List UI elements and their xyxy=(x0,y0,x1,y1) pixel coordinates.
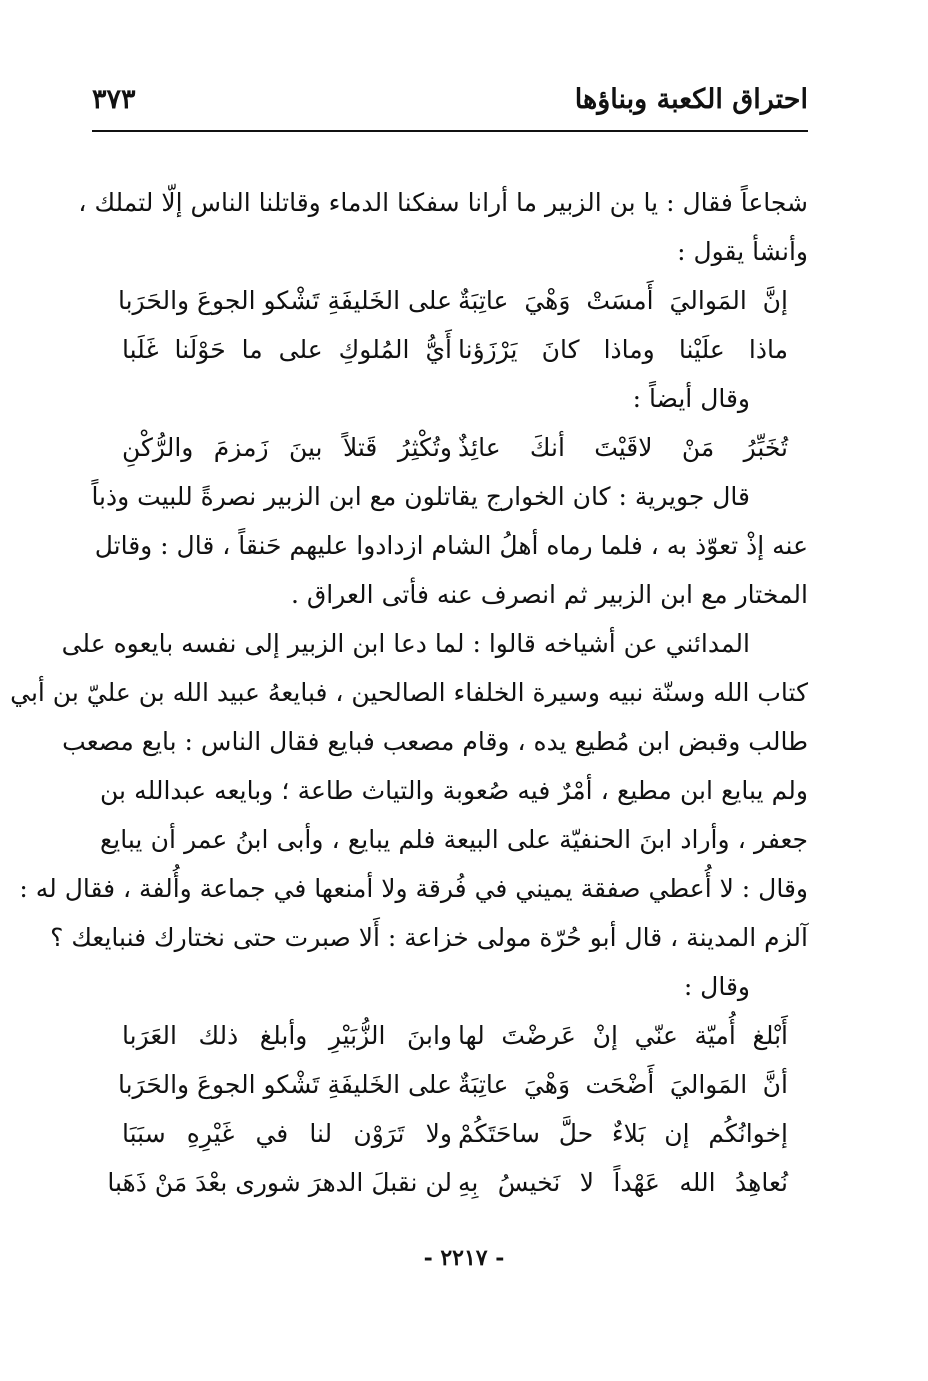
verse-second-hemistich: على الخَليفَةِ تَشْكو الجوعَ والحَرَبا xyxy=(117,286,452,315)
verse-line xyxy=(100,1109,808,1158)
verse-second-hemistich: على الخَليفَةِ تَشْكو الجوعَ والحَرَبا xyxy=(117,1070,452,1099)
verse-line xyxy=(100,276,808,325)
verse-line xyxy=(100,1158,808,1207)
text-line: وأنشأ يقول : xyxy=(677,237,808,266)
paragraph-line: طالب وقبض ابن مُطيع يده ، وقام مصعب فبايع فقال الناس : بايع مصعب xyxy=(62,727,808,756)
verse-line xyxy=(100,1060,808,1109)
running-title: احتراق الكعبة وبناؤها xyxy=(574,84,808,115)
verse-second-hemistich: وتُكْثِرُ قَتلاً بينَ زَمزمَ والرُّكْنِ xyxy=(122,433,452,462)
body-text xyxy=(10,178,808,1207)
verse-first-hemistich: تُخَبِّرُ مَنْ لاقَيْتَ أنكَ عائِذٌ xyxy=(458,433,788,462)
verse-first-hemistich: أنَّ المَواليَ أَضْحَت وَهْيَ عاتِبَةٌ xyxy=(458,1070,788,1099)
paragraph-line: المدائني عن أشياخه قالوا : لما دعا ابن الزبير إلى نفسه بايعوه على xyxy=(61,629,750,658)
paragraph-line: آلزم المدينة ، قال أبو حُرّة مولى خزاعة : أَلا صبرت حتى نختارك فنبايعك ؟ xyxy=(50,923,808,952)
footer-page-number: - ٢٢١٧ - xyxy=(423,1245,505,1271)
verse-first-hemistich: نُعاهِدُ الله عَهْداً لا نَخيسُ بِهِ xyxy=(458,1168,788,1197)
verse-first-hemistich: ماذا علَيْنا وماذا كانَ يَرْزَؤنا xyxy=(458,335,788,364)
verse-second-hemistich: ولا تَرَوْن لنا في غَيْرِهِ سبَبَا xyxy=(122,1119,452,1148)
verse-second-hemistich: وابنَ الزُّبَيْرِ وأبلغ ذلك العَرَبا xyxy=(122,1021,452,1050)
paragraph-line: ولم يبايع ابن مطيع ، أمْرٌ فيه صُعوبة والتياث طاعة ؛ وبايعه عبدالله بن xyxy=(100,776,808,805)
verse-first-hemistich: إنَّ المَواليَ أَمسَتْ وَهْيَ عاتِبَةٌ xyxy=(458,286,788,315)
verse-line xyxy=(100,325,808,374)
paragraph-line: قال جويرية : كان الخوارج يقاتلون مع ابن الزبير نصرةً للبيت وذباً xyxy=(91,482,750,511)
paragraph-line: المختار مع ابن الزبير ثم انصرف عنه فأتى العراق . xyxy=(290,580,808,609)
paragraph-line: وقال : لا أُعطي صفقة يميني في فُرقة ولا أمنعها في جماعة وأُلفة ، فقال له : xyxy=(19,874,808,903)
verse-second-hemistich: أَيُّ المُلوكِ على ما حَوْلَنا غَلَبا xyxy=(122,335,452,364)
verse-second-hemistich: لن نقبلَ الدهرَ شورى بعْدَ مَنْ ذَهَبا xyxy=(107,1168,452,1197)
paragraph-line: جعفر ، وأراد ابنَ الحنفيّة على البيعة فلم يبايع ، وأبى ابنُ عمر أن يبايع xyxy=(100,825,808,854)
page-header xyxy=(92,78,808,132)
verse-first-hemistich: أَبْلغ أُميّة عنّي إنْ عَرضْتَ لها xyxy=(458,1021,788,1050)
verse-line xyxy=(100,1011,808,1060)
verse-first-hemistich: إخوانُكُم إن بَلاءٌ حلَّ ساحَتَكُمْ xyxy=(458,1119,788,1148)
paragraph-line: عنه إذْ تعوّذ به ، فلما رماه أهلُ الشام ازدادوا عليهم حَنقاً ، قال : وقاتل xyxy=(94,531,808,560)
paragraph-line: كتاب الله وسنّة نبيه وسيرة الخلفاء الصالحين ، فبايعهُ عبيد الله بن عليّ بن أبي xyxy=(10,678,808,707)
text-line: وقال أيضاً : xyxy=(632,384,750,413)
text-line: شجاعاً فقال : يا بن الزبير ما أرانا سفكنا الدماء وقاتلنا الناس إلّا لتملك ، xyxy=(78,188,808,217)
text-line: وقال : xyxy=(683,972,750,1001)
page-number: ٣٧٣ xyxy=(92,84,136,115)
verse-line xyxy=(100,423,808,472)
